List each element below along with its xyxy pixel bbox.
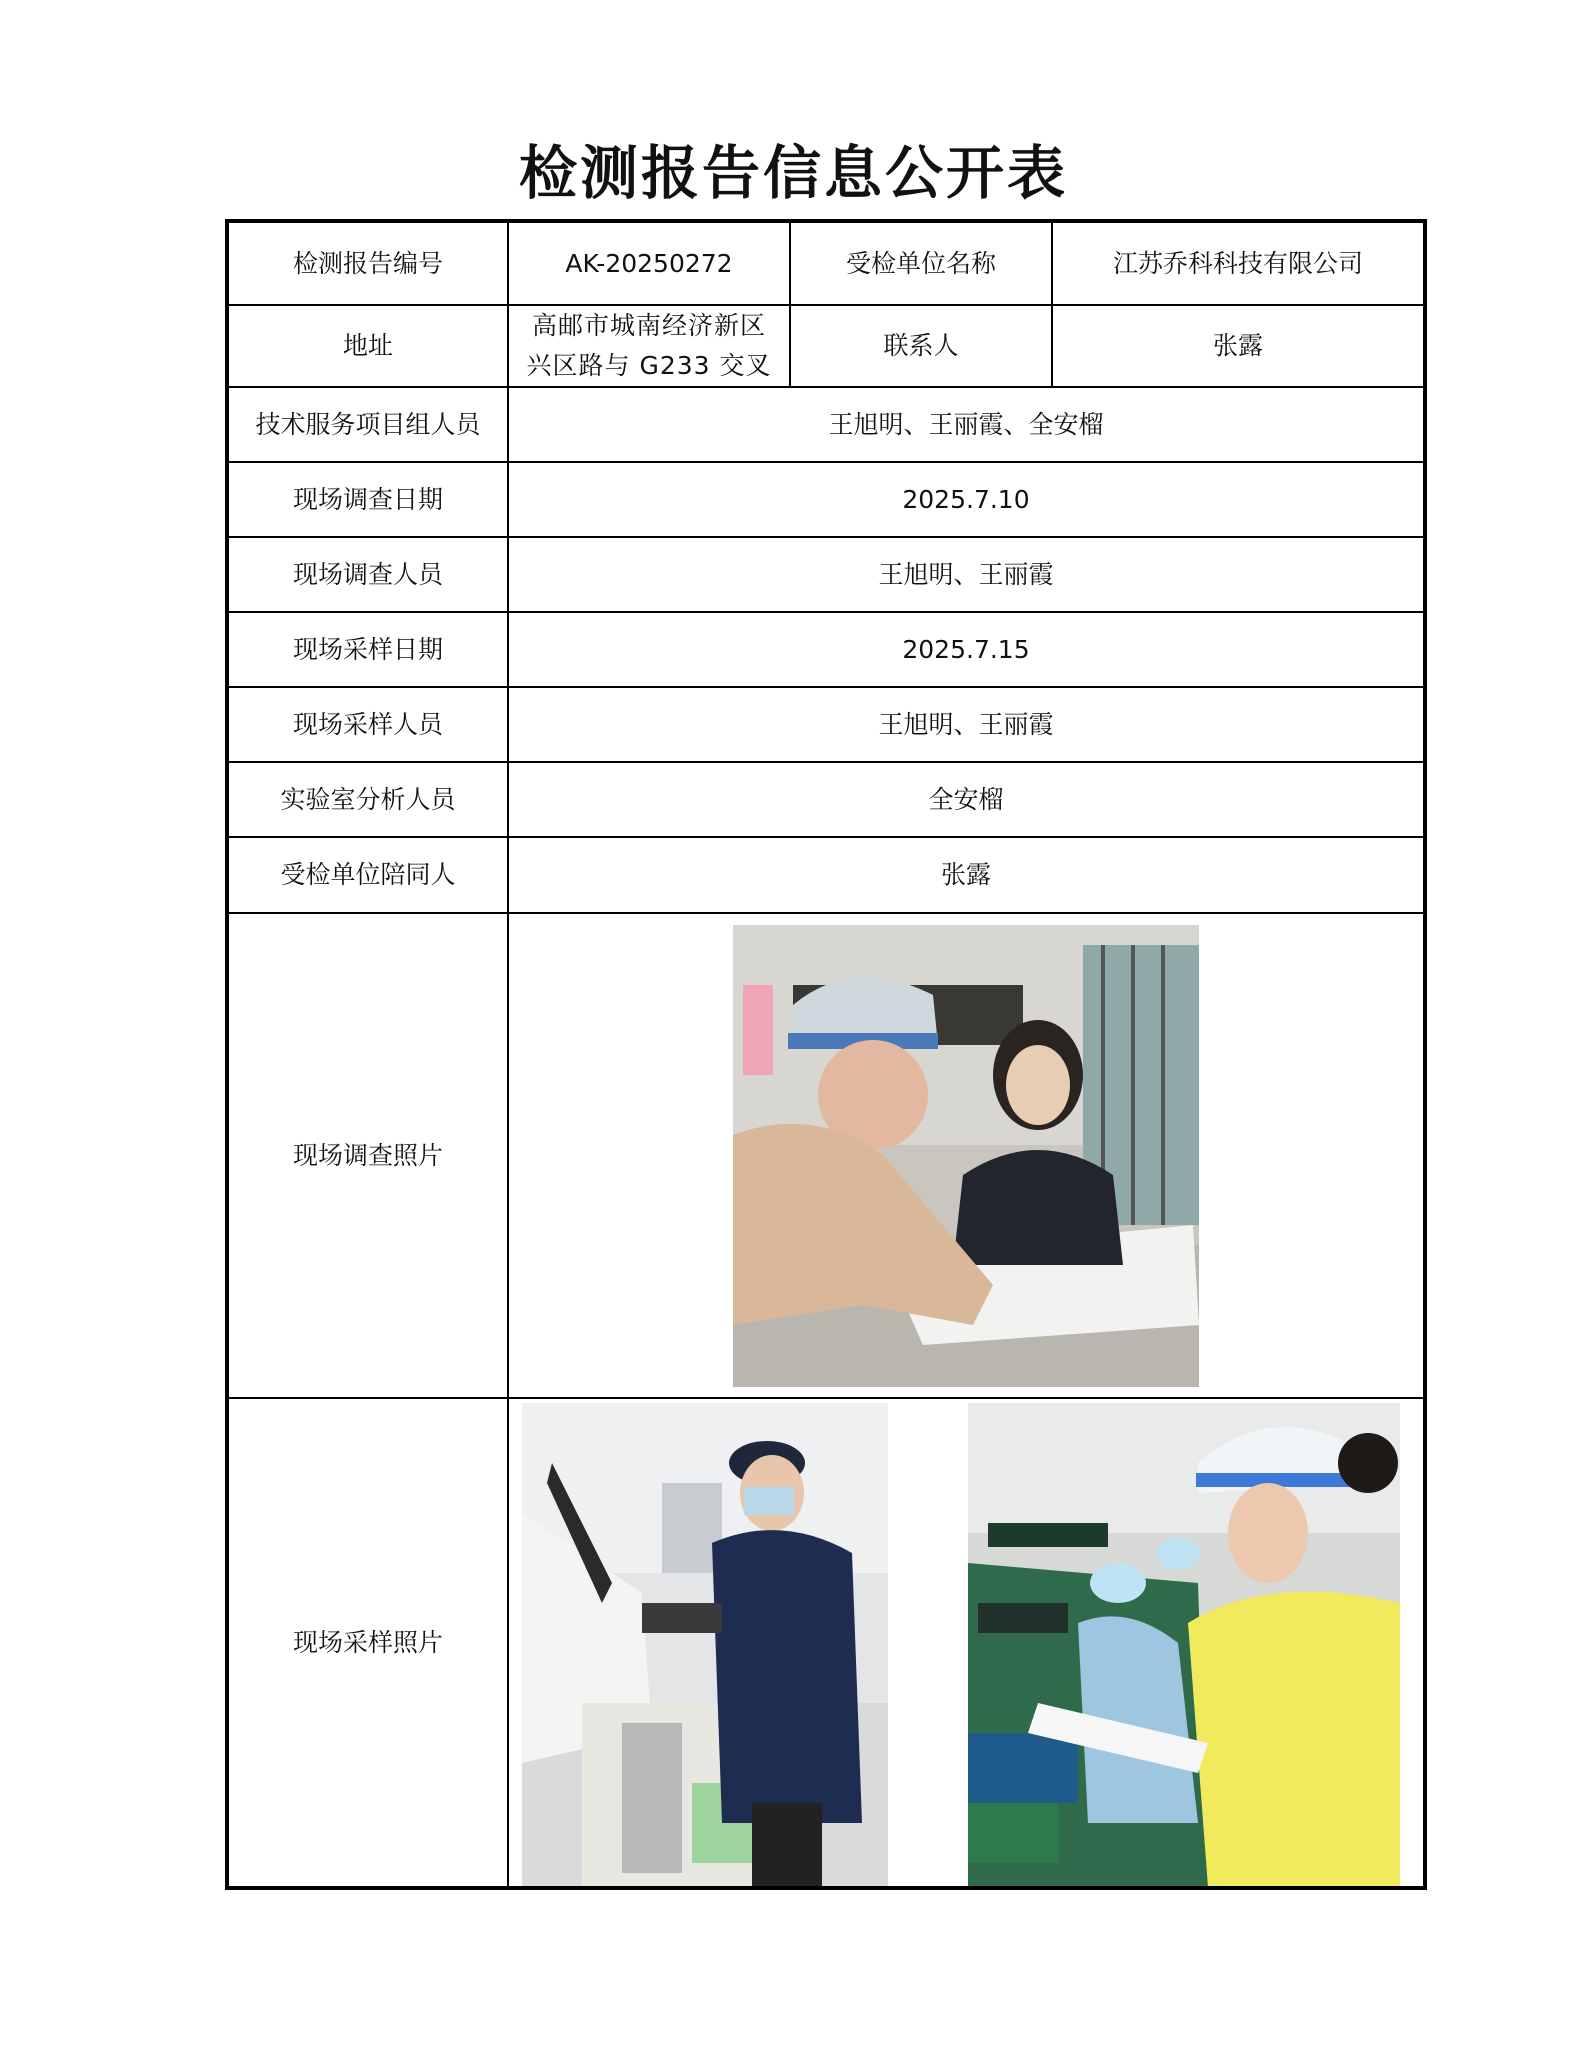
- table-row: [227, 387, 1425, 462]
- report-no-value: AK-20250272: [508, 221, 790, 305]
- survey-photo: [733, 925, 1199, 1387]
- team-value: 王旭明、王丽霞、全安榴: [508, 387, 1425, 462]
- team-label: 技术服务项目组人员: [227, 387, 508, 462]
- address-label: 地址: [227, 305, 508, 387]
- survey-staff-label: 现场调查人员: [227, 537, 508, 612]
- sample-photo-1-image: [522, 1403, 888, 1887]
- table-row: [227, 837, 1425, 913]
- contact-label: 联系人: [790, 305, 1052, 387]
- contact-value: 张露: [1052, 305, 1425, 387]
- table-row: [227, 462, 1425, 537]
- survey-date-value: 2025.7.10: [508, 462, 1425, 537]
- sample-staff-label: 现场采样人员: [227, 687, 508, 762]
- sample-date-value: 2025.7.15: [508, 612, 1425, 687]
- table-row: [227, 687, 1425, 762]
- table-row: [227, 762, 1425, 837]
- table-row: [227, 913, 1425, 1398]
- escort-value: 张露: [508, 837, 1425, 913]
- table-row: [227, 537, 1425, 612]
- unit-name-label: 受检单位名称: [790, 221, 1052, 305]
- table-row: [227, 612, 1425, 687]
- sample-photo-1: [522, 1403, 888, 1887]
- survey-photo-cell: [508, 913, 1425, 1398]
- sample-staff-value: 王旭明、王丽霞: [508, 687, 1425, 762]
- table-row: [227, 221, 1425, 305]
- page-title: 检测报告信息公开表: [518, 139, 1068, 207]
- unit-name-value: 江苏乔科科技有限公司: [1052, 221, 1425, 305]
- address-value: 高邮市城南经济新区兴区路与 G233 交叉: [508, 305, 790, 387]
- report-no-label: 检测报告编号: [227, 221, 508, 305]
- sample-photo-2: [968, 1403, 1400, 1887]
- sample-photo-label: 现场采样照片: [227, 1398, 508, 1888]
- survey-photo-label: 现场调查照片: [227, 913, 508, 1398]
- sample-photo-cell: [508, 1398, 1425, 1888]
- lab-staff-label: 实验室分析人员: [227, 762, 508, 837]
- table-row: [227, 1398, 1425, 1888]
- survey-date-label: 现场调查日期: [227, 462, 508, 537]
- sample-photos: [509, 1399, 1423, 1886]
- sample-photo-2-image: [968, 1403, 1400, 1887]
- escort-label: 受检单位陪同人: [227, 837, 508, 913]
- lab-staff-value: 全安榴: [508, 762, 1425, 837]
- survey-photo-image: [733, 925, 1199, 1387]
- survey-staff-value: 王旭明、王丽霞: [508, 537, 1425, 612]
- report-info-table: [225, 219, 1427, 1890]
- table-row: [227, 305, 1425, 387]
- sample-date-label: 现场采样日期: [227, 612, 508, 687]
